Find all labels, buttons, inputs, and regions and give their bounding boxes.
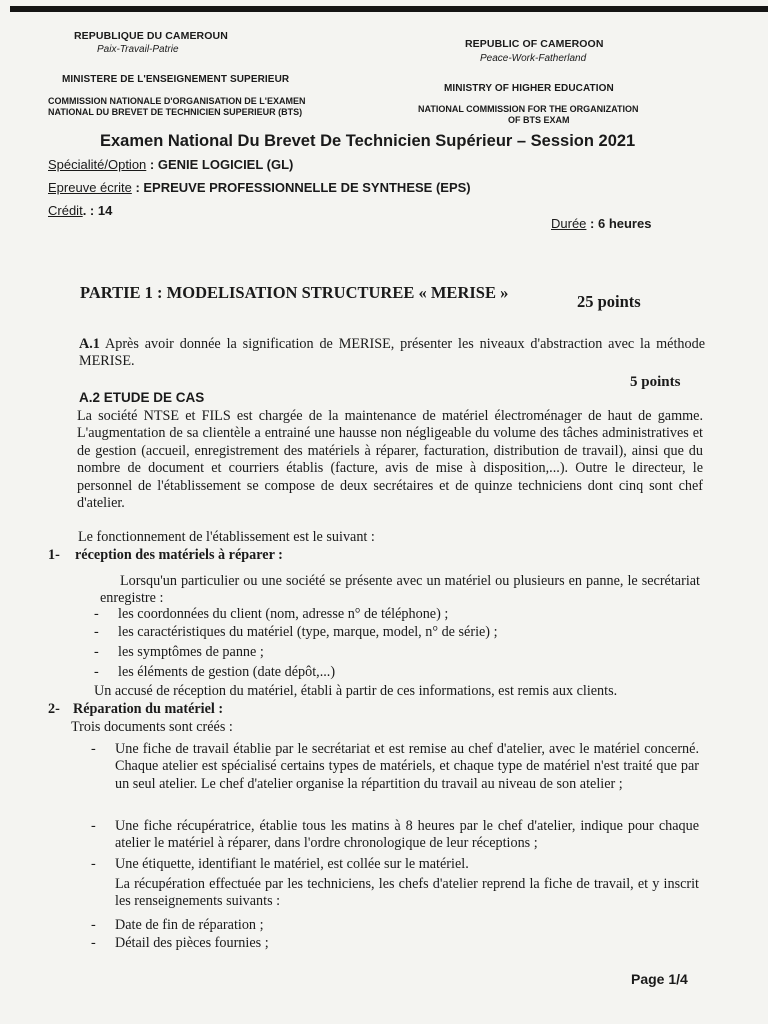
specialite-line xyxy=(48,157,293,172)
question-a1-points: 5 points xyxy=(630,374,681,390)
section1-item: les caractéristiques du matériel (type, marque, model, n° de série) ; xyxy=(118,624,498,640)
section2-item: Une fiche récupératrice, établie tous les matins à 8 heures par le chef d'atelier, indique pour chaque atelier le matériel à réparer, dans l'ordre chronologique de leur réceptions ; xyxy=(115,818,699,852)
header-right-ministry: MINISTRY OF HIGHER EDUCATION xyxy=(444,83,614,94)
bullet-dash: - xyxy=(94,644,99,660)
credit-label: Crédit xyxy=(48,203,83,218)
duree-line xyxy=(551,216,651,231)
bullet-dash: - xyxy=(94,664,99,680)
credit-line xyxy=(48,203,112,218)
section1-item: les symptômes de panne ; xyxy=(118,644,264,660)
header-left-country: REPUBLIQUE DU CAMEROUN xyxy=(74,30,228,42)
header-left-commission: COMMISSION NATIONALE D'ORGANISATION DE L'EXAMEN NATIONAL DU BREVET DE TECHNICIEN SUPERIEUR (BTS) xyxy=(48,96,306,117)
header-right-commission-line2: OF BTS EXAM xyxy=(508,115,570,125)
header-left-ministry: MINISTERE DE L'ENSEIGNEMENT SUPERIEUR xyxy=(62,74,290,85)
section2-item: Une étiquette, identifiant le matériel, est collée sur le matériel. xyxy=(115,856,469,872)
epreuve-label: Epreuve écrite xyxy=(48,180,132,195)
bullet-dash: - xyxy=(94,624,99,640)
specialite-value: : GENIE LOGICIEL (GL) xyxy=(146,157,294,172)
question-a1-label: A.1 xyxy=(79,336,100,352)
epreuve-value: : EPREUVE PROFESSIONNELLE DE SYNTHESE (EPS) xyxy=(131,180,471,195)
question-a1-text: Après avoir donnée la signification de MERISE, présenter les niveaux d'abstraction avec la méthode MERISE. xyxy=(79,336,705,370)
header-right-motto: Peace-Work-Fatherland xyxy=(480,53,587,64)
header-right-commission-line1: NATIONAL COMMISSION FOR THE ORGANIZATION xyxy=(418,104,639,114)
section1-outro: Un accusé de réception du matériel, établi à partir de ces informations, est remis aux clients. xyxy=(94,683,618,699)
bullet-dash: - xyxy=(91,935,96,951)
bullet-dash: - xyxy=(91,818,96,834)
section2-recuperation: La récupération effectuée par les techniciens, les chefs d'atelier reprend la fiche de travail, et y inscrit les renseignements suivants : xyxy=(115,876,699,910)
header-right-country: REPUBLIC OF CAMEROON xyxy=(465,38,604,50)
section2-title: Réparation du matériel : xyxy=(73,701,224,717)
fonctionnement-line: Le fonctionnement de l'établissement est le suivant : xyxy=(78,529,375,545)
partie1-points: 25 points xyxy=(577,292,641,311)
top-border-line xyxy=(10,6,768,12)
bullet-dash: - xyxy=(91,856,96,872)
specialite-label: Spécialité/Option xyxy=(48,157,147,172)
section2-item2: Date de fin de réparation ; xyxy=(115,917,264,933)
duree-label: Durée xyxy=(551,216,587,231)
bullet-dash: - xyxy=(91,917,96,933)
partie1-title: PARTIE 1 : MODELISATION STRUCTUREE « MERISE » xyxy=(80,283,509,302)
section1-item: les éléments de gestion (date dépôt,...) xyxy=(118,664,336,680)
exam-title: Examen National Du Brevet De Technicien Supérieur – Session 2021 xyxy=(100,132,636,150)
section2-item: Une fiche de travail établie par le secrétariat et est remise au chef d'atelier, avec le matériel concerné. Chaque atelier est spécialisé certains types de matériels, et chaque type de matériel n'est traité que par un seul atelier. Le chef d'atelier organise la répartition du travail au niveau de son atelier ; xyxy=(115,741,699,792)
credit-value: . : 14 xyxy=(82,203,113,218)
section2-item2: Détail des pièces fournies ; xyxy=(115,935,269,951)
section1-number: 1- xyxy=(48,547,60,563)
section2-intro: Trois documents sont créés : xyxy=(71,719,233,735)
section1-title: réception des matériels à réparer : xyxy=(75,547,283,563)
bullet-dash: - xyxy=(94,606,99,622)
case-study-intro: La société NTSE et FILS est chargée de la maintenance de matériel électroménager de haut de gamme. L'augmentation de sa clientèle a entrainé une hausse non négligeable du volume des tâches administratives et de gestion (accueil, enregistrement des matériels à réparer, facturation, distribution de travail), ainsi que du nombre de document et courriers établis (facture, avis de mise à disposition,...). Outre le directeur, le personnel de l'établissement se compose de deux secrétaires et de quinze techniciens dont cinq sont chef d'atelier. xyxy=(77,408,703,512)
header-left-motto: Paix-Travail-Patrie xyxy=(97,44,179,55)
page-number: Page 1/4 xyxy=(631,971,688,987)
section1-item: les coordonnées du client (nom, adresse n° de téléphone) ; xyxy=(118,606,449,622)
bullet-dash: - xyxy=(91,741,96,757)
a2-title: A.2 ETUDE DE CAS xyxy=(79,390,205,405)
duree-value: : 6 heures xyxy=(586,216,652,231)
question-a1 xyxy=(79,336,705,371)
epreuve-line xyxy=(48,180,471,195)
section2-number: 2- xyxy=(48,701,60,717)
section1-intro: Lorsqu'un particulier ou une société se présente avec un matériel ou plusieurs en panne, le secrétariat enregistre : xyxy=(100,573,700,607)
